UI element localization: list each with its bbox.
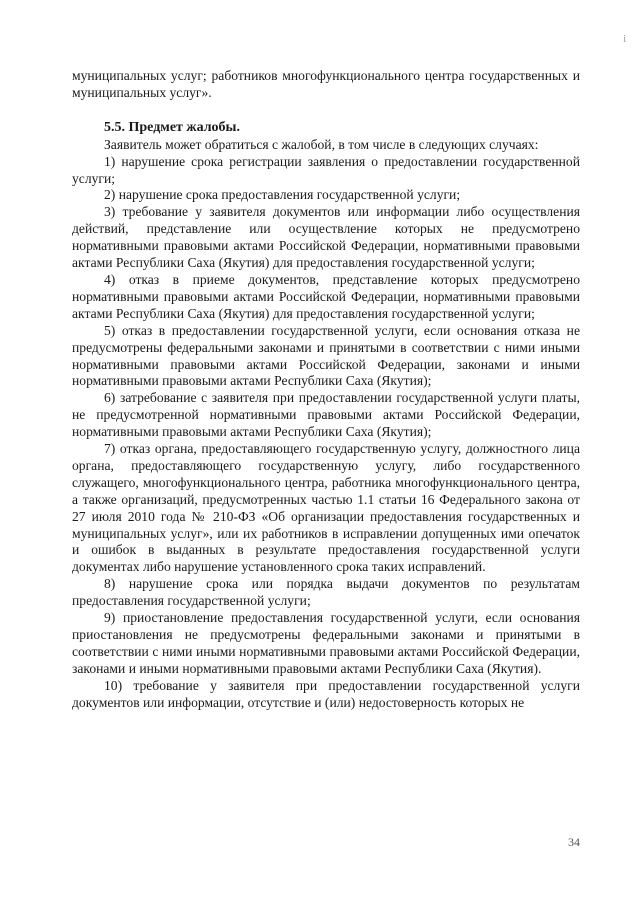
intro-paragraph: Заявитель может обратиться с жалобой, в том числе в следующих случаях: [104,136,539,152]
list-item-3: 3) требование у заявителя документов или информации либо осуществления действий, представление или осуществление которых не предусмотрено нормативными правовыми актами Российской Федерации, нормативными правовыми актами Республики Саха (Якутия) для предоставления государственной услуги; [72,204,580,271]
document-page [72,68,580,712]
section-heading: 5.5. Предмет жалобы. [104,119,240,135]
list-item-2: 2) нарушение срока предоставления государственной услуги; [104,187,461,203]
corner-mark: i [623,34,626,45]
list-item-7: 7) отказ органа, предоставляющего государственную услугу, должностного лица органа, предоставляющего государственную услугу, либо государственного служащего, многофункционального центра, работника многофункционального центра, а также организаций, предусмотренных частью 1.1 статьи 16 Федерального закона от 27 июля 2010 года № 210-ФЗ «Об организации предоставления государственных и муниципальных услуг», или их работников в исправлении допущенных ими опечаток и ошибок в выданных в результате предоставления государственной услуги документах либо нарушение установленного срока таких исправлений. [72,441,580,575]
page-number: 34 [568,835,580,849]
list-item-8: 8) нарушение срока или порядка выдачи документов по результатам предоставления государственной услуги; [72,576,580,609]
list-item-5: 5) отказ в предоставлении государственной услуги, если основания отказа не предусмотрены федеральными законами и принятыми в соответствии с ними иными нормативными правовыми актами Российской Федерации, законами и иными нормативными правовыми актами Республики Саха (Якутия); [72,322,580,389]
list-item-9: 9) приостановление предоставления государственной услуги, если основания приостановления не предусмотрены федеральными законами и принятыми в соответствии с ними иными нормативными правовыми актами Российской Федерации, законами и иными нормативными правовыми актами Республики Саха (Якутия). [72,610,580,676]
list-item-10: 10) требование у заявителя при предоставлении государственной услуги документов или информации, отсутствие и (или) недостоверность которых не [72,677,580,710]
list-item-6: 6) затребование с заявителя при предоставлении государственной услуги платы, не предусмотренной нормативными правовыми актами Российской Федерации, нормативными правовыми актами Республики Саха (Якутия); [72,390,580,440]
list-item-4: 4) отказ в приеме документов, представление которых предусмотрено нормативными правовыми актами Российской Федерации, нормативными правовыми актами Республики Саха (Якутия) для предоставления государственной услуги; [72,271,580,321]
list-item-1: 1) нарушение срока регистрации заявления о предоставлении государственной услуги; [72,153,580,186]
continuation-paragraph: муниципальных услуг; работников многофункционального центра государственных и муниципальных услуг». [72,68,580,100]
